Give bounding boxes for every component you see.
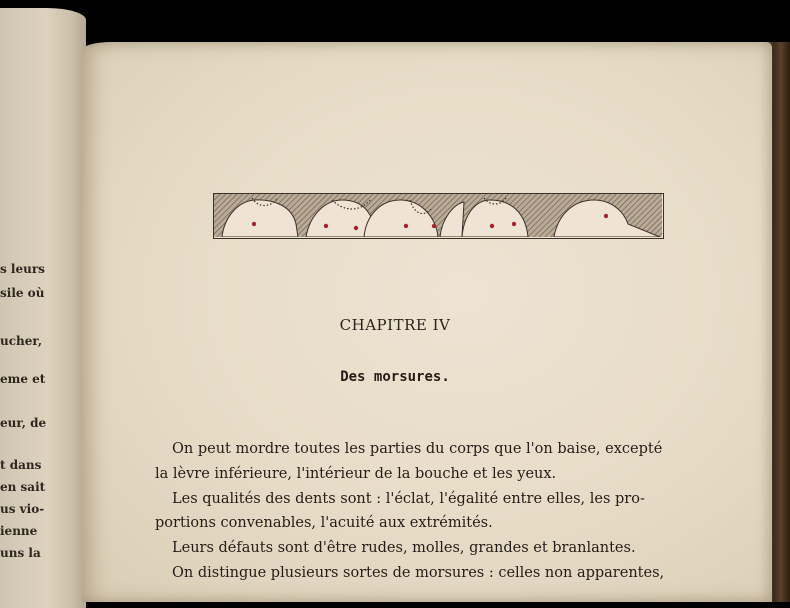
text-line: portions convenables, l'acuité aux extrémités.	[155, 515, 493, 531]
chapter-title: CHAPITRE IV	[339, 316, 451, 334]
text-line: On distingue plusieurs sortes de morsures : celles non apparentes,	[172, 565, 665, 581]
text-line: la lèvre inférieure, l'intérieur de la bouche et les yeux.	[155, 466, 557, 482]
left-page-line: us vio-	[0, 502, 45, 516]
text-line: Leurs défauts sont d'être rudes, molles, grandes et branlantes.	[172, 540, 636, 556]
left-page	[0, 8, 86, 608]
left-page-line: eur, de	[0, 416, 47, 430]
left-page-line: en sait	[0, 480, 46, 494]
left-page-line: eme et	[0, 372, 46, 386]
banner-illustration	[214, 194, 662, 237]
text-line: On peut mordre toutes les parties du corps que l'on baise, excepté	[172, 441, 663, 457]
left-page-line: ienne	[0, 524, 38, 538]
left-page-line: sile où	[0, 286, 45, 300]
left-page-line: s leurs	[0, 262, 45, 276]
section-title: Des morsures.	[340, 369, 450, 385]
text-line: Les qualités des dents sont : l'éclat, l'égalité entre elles, les pro-	[172, 491, 645, 507]
left-page-line: ucher,	[0, 334, 43, 348]
decorative-illustration-banner	[213, 193, 664, 239]
left-page-line: t dans	[0, 458, 42, 472]
left-page-line: uns la	[0, 546, 41, 560]
